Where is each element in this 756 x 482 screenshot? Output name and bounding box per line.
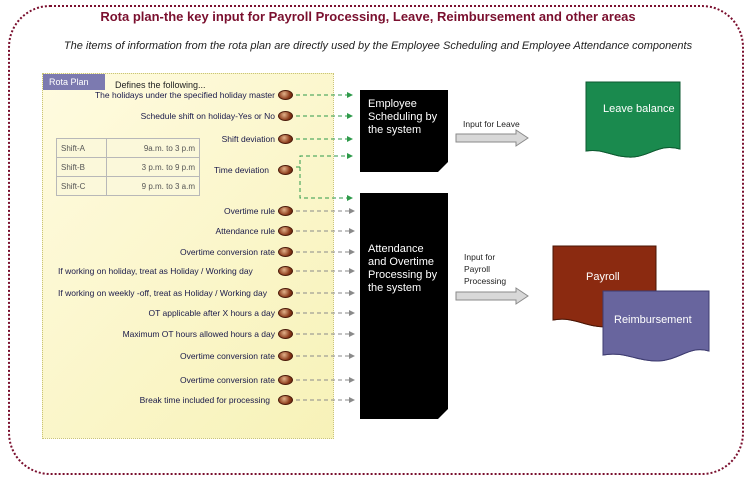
rota-item-label: Attendance rule (215, 226, 275, 236)
employee-scheduling-process: Employee Scheduling by the system (360, 90, 448, 172)
rota-item-label: Overtime conversion rate (180, 375, 275, 385)
diagram-title: Rota plan-the key input for Payroll Processing, Leave, Reimbursement and other areas (100, 9, 636, 24)
attendance-process-label: Attendance and Overtime Processing by the system (368, 243, 438, 294)
shift-time: 9a.m. to 3 p.m (106, 139, 199, 158)
payroll-label: Payroll (586, 271, 620, 283)
shift-name: Shift-A (57, 139, 107, 158)
rota-item-label: Overtime rule (223, 206, 275, 216)
rota-item-label: If working on weekly -off, treat as Holiday / Working day (58, 288, 267, 298)
shift-time: 3 p.m. to 9 p.m (106, 158, 199, 177)
shift-name: Shift-B (57, 158, 107, 177)
rota-item-label: The holidays under the specified holiday master (94, 90, 275, 100)
rota-plan-heading: Defines the following... (115, 80, 206, 90)
rota-item-label: Break time included for processing (139, 395, 270, 405)
reimbursement-label: Reimbursement (614, 314, 692, 326)
leave-balance-label: Leave balance (603, 103, 675, 115)
input-for-leave-label: Input for Leave (463, 119, 520, 129)
rota-item-label: Maximum OT hours allowed hours a day (122, 329, 275, 339)
rota-item-label: Time deviation (214, 165, 269, 175)
leave-balance-document (586, 82, 680, 157)
shift-time: 9 p.m. to 3 a.m (106, 177, 199, 196)
rota-plan-tab: Rota Plan (43, 74, 105, 90)
rota-item-label: OT applicable after X hours a day (148, 308, 275, 318)
rota-item-label: If working on holiday, treat as Holiday / Working day (58, 266, 253, 276)
diagram-subtitle: The items of information from the rota plan are directly used by the Employee Scheduling and Employee Attendance components (63, 40, 693, 52)
rota-item-label: Overtime conversion rate (180, 351, 275, 361)
rota-item-label: Shift deviation (221, 134, 275, 144)
rota-item-label: Schedule shift on holiday-Yes or No (140, 111, 275, 121)
rota-item-label: Overtime conversion rate (180, 247, 275, 257)
input-for-payroll-label: Input for Payroll Processing (464, 252, 507, 286)
reimbursement-document (603, 291, 709, 361)
shift-name: Shift-C (57, 177, 107, 196)
